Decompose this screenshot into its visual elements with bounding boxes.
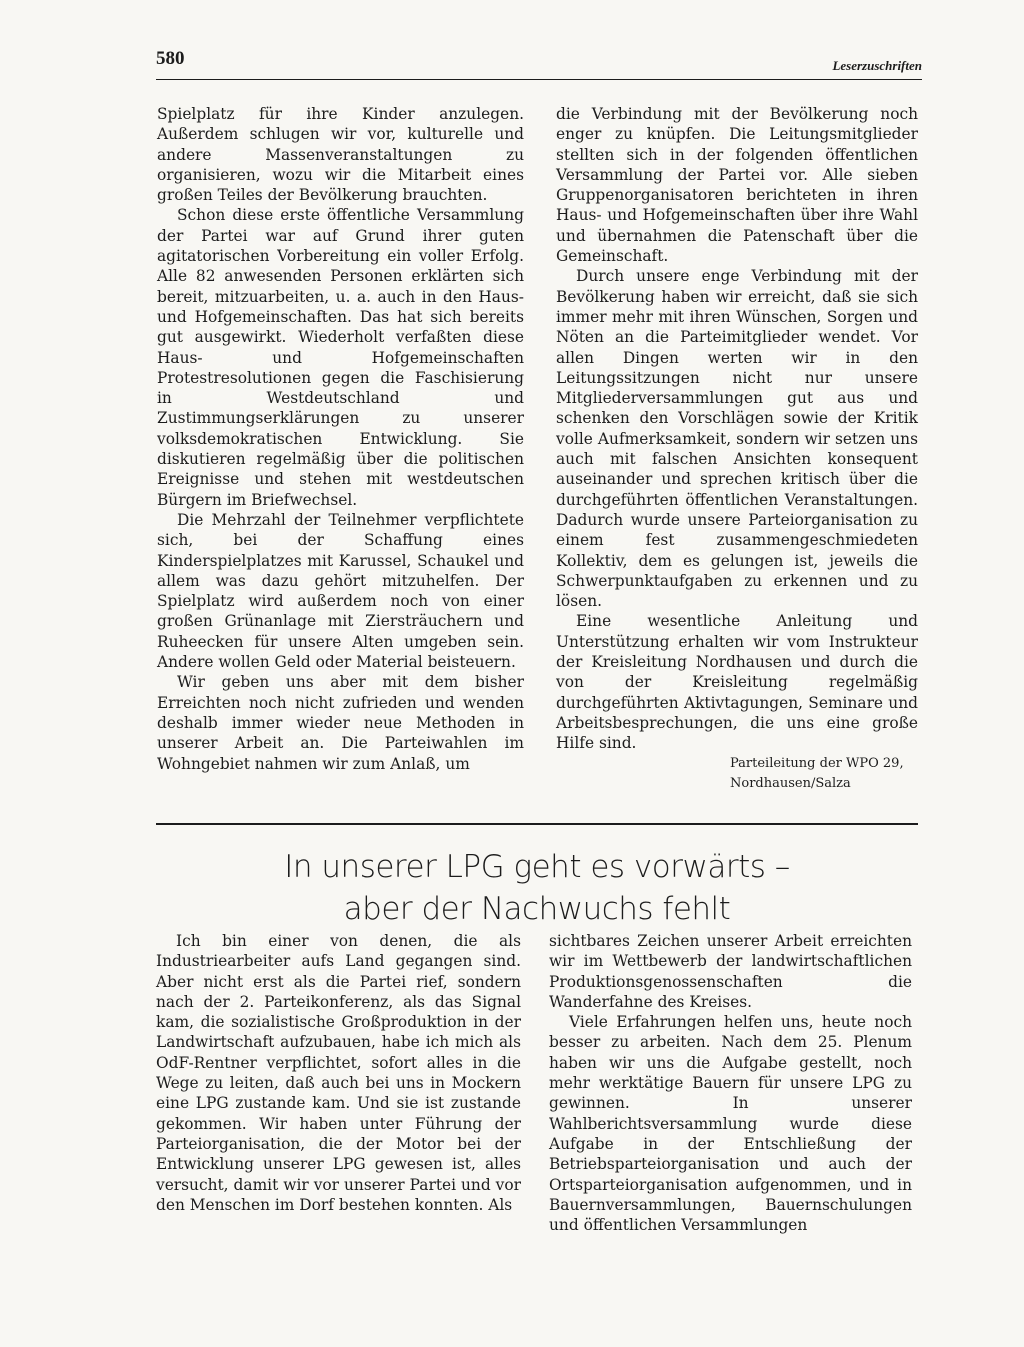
page-number: 580 bbox=[156, 48, 185, 69]
running-head: Leserzuschriften bbox=[832, 58, 922, 73]
article-headline bbox=[156, 846, 918, 930]
letter1-column-left bbox=[157, 104, 524, 774]
paragraph: Spielplatz für ihre Kinder anzulegen. Außerdem schlugen wir vor, kulturelle und andere Massenveranstaltungen zu organisieren, wozu wir die Mitarbeit eines großen Teiles der Bevölkerung brauchten. bbox=[157, 105, 524, 205]
header-rule bbox=[156, 79, 922, 80]
article2-column-left bbox=[156, 931, 521, 1215]
signature-place: Nordhausen/Salza bbox=[730, 775, 851, 791]
headline-line: In unserer LPG geht es vorwärts – bbox=[284, 849, 790, 885]
article2-column-right bbox=[549, 931, 912, 1235]
letter1-column-right bbox=[556, 104, 918, 794]
paragraph: Schon diese erste öffentliche Versammlung der Partei war auf Grund ihrer guten agitatorischen Vorbereitung ein voller Erfolg. Alle 82 anwesenden Personen erklärten sich bereit, mitzuarbeiten, u. a. auch in den Haus- und Hofgemeinschaften. Das hat sich bereits gut ausgewirkt. Wiederholt verfaßten diese Haus- und Hofgemeinschaften Protestresolutionen gegen die Faschisierung in Westdeutschland und Zustimmungserklärungen zu unserer volksdemokratischen Entwicklung. Sie diskutieren regelmäßig über die politischen Ereignisse und stehen mit westdeutschen Bürgern im Briefwechsel. bbox=[157, 206, 524, 509]
signature-line: Parteileitung der WPO 29, bbox=[730, 755, 904, 771]
paragraph: Eine wesentliche Anleitung und Unterstützung erhalten wir vom Instrukteur der Kreisleitung Nordhausen und durch die von der Kreisleitung regelmäßig durchgeführten Aktivtagungen, Seminare und Arbeitsbesprechungen, die uns eine große Hilfe sind. bbox=[556, 612, 918, 753]
paragraph: Ich bin einer von denen, die als Industriearbeiter aufs Land gegangen sind. Aber nicht erst als die Partei rief, sondern nach der 2. Parteikonferenz, als das Signal kam, die sozialistische Großproduktion in der Landwirtschaft aufzubauen, habe ich mich als OdF-Rentner verpflichtet, sofort alles in die Wege zu leiten, daß auch bei uns in Mockern eine LPG zustande kam. Und sie ist zustande gekommen. Wir haben unter Führung der Parteiorganisation, die der Motor bei der Entwicklung unserer LPG gewesen ist, alles versucht, damit wir vor unserer Partei und vor den Menschen im Dorf bestehen konnten. Als bbox=[156, 932, 521, 1214]
headline-line: aber der Nachwuchs fehlt bbox=[343, 891, 731, 927]
section-rule bbox=[156, 823, 918, 825]
paragraph: Durch unsere enge Verbindung mit der Bevölkerung haben wir erreicht, daß sie sich immer mehr mit ihren Wünschen, Sorgen und Nöten an die Parteimitglieder wendet. Vor allen Dingen werten wir in den Leitungssitzungen nicht nur unsere Mitgliederversammlungen gut aus und schenken den Vorschlägen sowie der Kritik volle Aufmerksamkeit, sondern wir setzen uns auch mit falschen Ansichten konsequent auseinander und sprechen kritisch über die durchgeführten öffentlichen Veranstaltungen. Dadurch wurde unsere Parteiorganisation zu einem fest zusammengeschmiedeten Kollektiv, dem es gelungen ist, jeweils die Schwerpunktaufgaben zu erkennen und zu lösen. bbox=[556, 267, 918, 611]
paragraph: die Verbindung mit der Bevölkerung noch enger zu knüpfen. Die Leitungsmitglieder stellten sich in der folgenden öffentlichen Versammlung der Partei vor. Alle sieben Gruppenorganisatoren berichteten in ihren Haus- und Hofgemeinschaften über ihre Wahl und übernahmen die Patenschaft über die Gemeinschaft. bbox=[556, 105, 918, 266]
paragraph: Viele Erfahrungen helfen uns, heute noch besser zu arbeiten. Nach dem 25. Plenum haben wir uns die Aufgabe gestellt, noch mehr werktätige Bauern für unsere LPG zu gewinnen. In unserer Wahlberichtsversammlung wurde diese Aufgabe in der Entschließung der Betriebsparteiorganisation und auch der Ortsparteiorganisation aufgenommen, und in Bauernversammlungen, Bauernschulungen und öffentlichen Versammlungen bbox=[549, 1013, 912, 1235]
paragraph: Die Mehrzahl der Teilnehmer verpflichtete sich, bei der Schaffung eines Kinderspielplatzes mit Karussel, Schaukel und allem was dazu gehört mitzuhelfen. Der Spielplatz wird außerdem noch von einer großen Grünanlage mit Ziersträuchern und Ruheecken für unsere Alten umgeben sein. Andere wollen Geld oder Material beisteuern. bbox=[157, 510, 524, 672]
paragraph: Wir geben uns aber mit dem bisher Erreichten noch nicht zufrieden und wenden deshalb immer wieder neue Methoden in unserer Arbeit an. Die Parteiwahlen im Wohngebiet nahmen wir zum Anlaß, um bbox=[157, 673, 524, 773]
paragraph: sichtbares Zeichen unserer Arbeit erreichten wir im Wettbewerb der landwirtschaftlichen Produktionsgenossenschaften die Wanderfahne des Kreises. bbox=[549, 932, 912, 1011]
